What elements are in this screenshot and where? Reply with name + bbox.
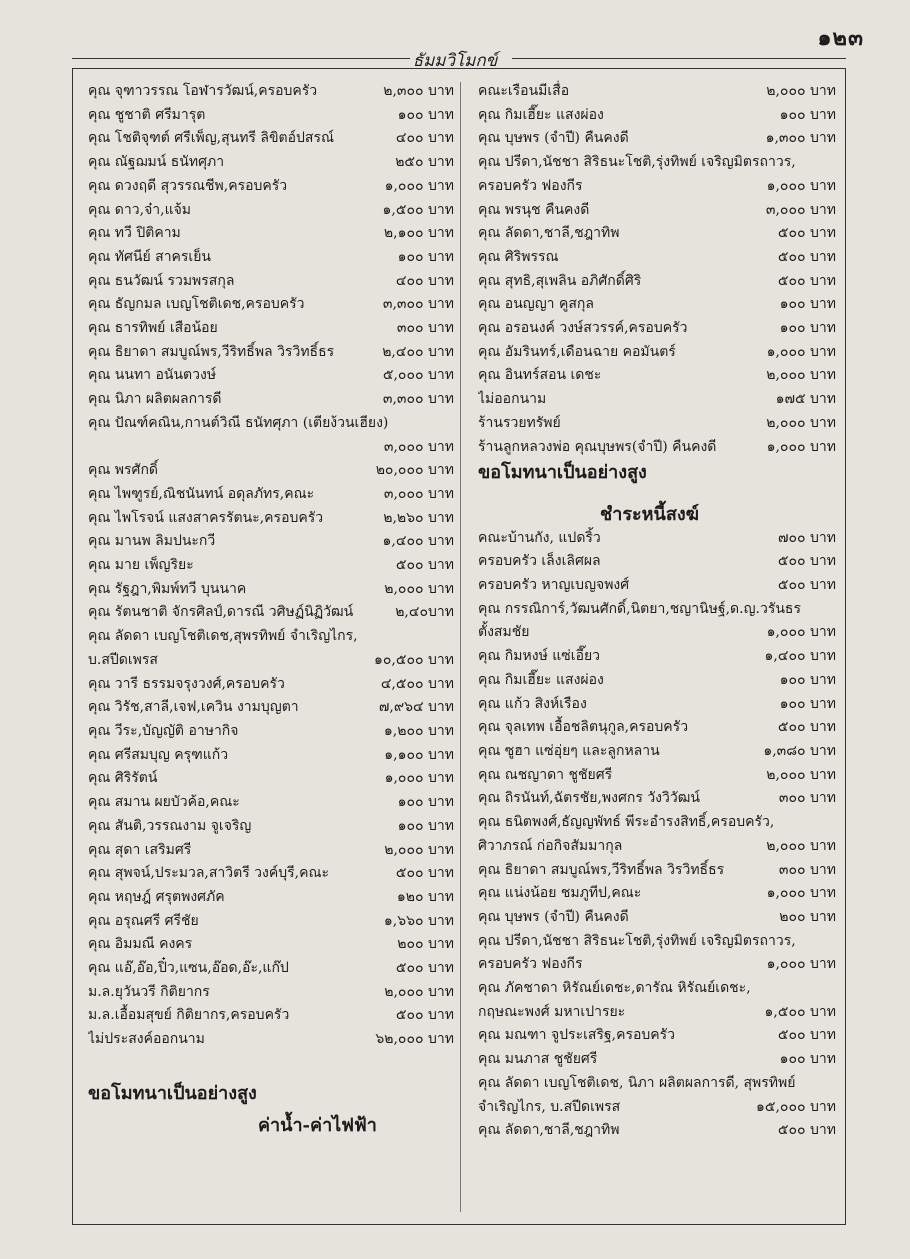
donor-entry [88,933,454,957]
donor-name: คุณ อรอนงค์ วงษ์สวรรค์,ครอบครัว [478,320,688,337]
donor-amount: ๓,๐๐๐ บาท [383,485,454,502]
donor-entry [88,317,454,341]
donor-entry [478,436,836,460]
donor-amount: ๒๐,๐๐๐ บาท [375,462,454,479]
donor-entry [478,787,836,811]
donor-name: คุณ ไพฑูรย์,ณิชนันทน์ อดุลภัทร,คณะ [88,485,315,502]
donor-entry [88,530,454,554]
donor-name: คุณ ณัฐฌมน์ ธนัทศุภา [88,154,225,171]
donor-amount: ๑,๓๘๐ บาท [763,743,836,759]
donor-entry [88,696,454,720]
donor-entry [478,740,836,764]
donor-name: คุณ อัมรินทร์,เดือนฉาย คอมันตร์ [478,343,676,360]
donor-name: คุณ ธิยาดา สมบูณ์พร,วีริทธิ์พล วิรวิทธิ์ธร [88,343,335,360]
donor-amount: ๒๐๐ บาท [779,908,836,925]
donor-name: คุณ มนภาส ชูชัยศรี [478,1051,598,1068]
donor-entry [88,1004,454,1028]
donor-name: ร้านรวยทรัพย์ [478,414,561,431]
donor-name-line: คุณ ลัดดา เบญโชติเดช,สุพรทิพย์ จำเริญไกร, [88,628,358,645]
donor-amount: ๒,๐๐๐ บาท [384,841,454,858]
donor-entry [88,270,454,294]
donor-amount: ๗๐๐ บาท [777,529,836,546]
donor-amount: ๑,๐๐๐ บาท [766,343,836,360]
donor-entry [88,151,454,175]
donor-list [478,80,836,151]
donor-entry [88,80,454,104]
donor-amount: ๖๒,๐๐๐ บาท [375,1031,454,1048]
donor-amount: ๓,๐๐๐ บาท [383,438,454,455]
column-divider [460,82,461,1212]
donor-amount: ๑๗๕ บาท [775,391,836,408]
donor-entry [478,859,836,883]
donor-entry [88,910,454,934]
donor-name: คุณ รัตนชาติ จักรศิลป์,ดารณี วศิษฏ์นิฏิวัฒน์ [88,604,354,621]
donor-amount: ๕๐๐ บาท [777,577,836,594]
donor-name: คุณ กิมหงษ์ แซ่เอี๊ยว [478,648,601,665]
donor-amount: ๑๐๐ บาท [779,695,836,712]
donor-entry [88,222,454,246]
donor-entry [478,222,836,246]
donor-entry [478,574,836,598]
section-heading: ขอโมทนาเป็นอย่างสูง [478,462,647,484]
donor-amount: ๑๐๐ บาท [779,1051,836,1068]
donor-entry [478,550,836,574]
donor-amount: ๒,๐๐๐ บาท [384,580,454,597]
donor-name: ครอบครัว ฟองกีร [478,177,583,194]
donor-name: คุณ สุพจน์,ประมวล,สาวิตรี วงค์บุรี,คณะ [88,865,329,882]
donor-amount: ๕๐๐ บาท [777,1027,836,1044]
donor-name: คุณ แก้ว สิงห์เรือง [478,695,587,712]
donor-amount: ๕๐๐ บาท [777,272,836,289]
donor-name: คุณ มณฑา จูประเสริฐ,ครอบครัว [478,1027,676,1044]
donor-entry [478,1001,836,1025]
donor-entry [88,459,454,483]
donor-name-line: คุณ กรรณิการ์,วัฒนศักดิ์,นิตยา,ชญานิษฐ์,ด.ญ.วรันธร [478,600,801,617]
donor-amount: ๑,๐๐๐ บาท [384,770,454,787]
donor-name: คุณ ดวงฤดี สุวรรณชีพ,ครอบครัว [88,177,288,194]
donor-amount: ๑๐๐ บาท [397,817,454,834]
donor-amount: ๑,๐๐๐ บาท [766,956,836,973]
donor-entry [478,1119,836,1143]
donor-name: คุณ ธิยาดา สมบูณ์พร,วีริทธิ์พล วิรวิทธิ์ธร [478,861,725,878]
right-column [478,80,836,1143]
donor-amount: ๓๐๐ บาท [778,861,836,878]
donor-name: คณะบ้านกัง, แปดริ้ว [478,529,601,546]
donor-name: ม.ล.เอื้อมสุขย์ กิติยากร,ครอบครัว [88,1007,290,1024]
donor-entry [88,364,454,388]
donor-name: คุณ ธนวัฒน์ รวมพรสกุล [88,272,235,289]
donor-entry [478,669,836,693]
donor-amount: ๓๐๐ บาท [396,320,454,337]
donor-name: คุณ ณชญาดา ชูชัยศรี [478,766,613,783]
donor-name: คุณ สุทธิ,สุเพลิน อภิศักดิ์ศิริ [478,272,642,289]
donor-amount: ๓,๐๐๐ บาท [765,201,836,218]
donor-amount: ๑๐๐ บาท [779,106,836,123]
donor-list [478,199,836,460]
page-number: ๑๒๓ [817,25,864,51]
donor-entry [478,80,836,104]
donor-amount: ๕๐๐ บาท [395,1007,454,1024]
donor-name: คุณ วีระ,บัญญัติ อาษากิจ [88,722,239,739]
donor-entry [88,981,454,1005]
donor-amount: ๒,๐๐๐ บาท [766,837,836,854]
donor-entry [478,953,836,977]
section-heading: ขอโมทนาเป็นอย่างสูง [88,1082,257,1104]
donor-amount: ๒,๐๐๐ บาท [766,414,836,431]
donor-name: คุณ อินทร์สอน เดชะ [478,367,602,384]
donor-amount: ๒,๑๐๐ บาท [383,225,454,242]
donor-name: คุณ วารี ธรรมจรุงวงศ์,ครอบครัว [88,675,285,692]
donor-entry [478,293,836,317]
section-subheading: ชำระหนี้สงฆ์ [600,503,699,525]
donor-entry [88,293,454,317]
donor-entry [478,364,836,388]
donor-name: คุณ บุษพร (จำปี) คืนคงดี [478,130,629,147]
donor-amount: ๑,๑๐๐ บาท [384,746,454,763]
donor-entry [478,1024,836,1048]
donor-name: คุณ ธัญกมล เบญโชติเดช,ครอบครัว [88,296,305,313]
donor-amount: ๑,๐๐๐ บาท [766,177,836,194]
donor-amount: ๒,๒๖๐ บาท [383,509,454,526]
donor-name: คุณ จุฑาวรรณ โอฬารวัฒน์,ครอบครัว [88,83,318,99]
donor-amount: ๑,๖๖๐ บาท [383,912,454,929]
donor-name: ไม่ออกนาม [478,391,547,408]
donor-entry [88,791,454,815]
donor-list [88,459,454,625]
donor-amount: ๒,๔๐บาท [395,604,454,621]
donor-list [478,527,836,598]
donor-entry [88,957,454,981]
donor-amount: ๒,๐๐๐ บาท [766,83,836,99]
donor-entry [88,649,454,673]
donor-amount: ๕๐๐ บาท [777,1122,836,1139]
donor-entry [88,507,454,531]
donor-entry [88,199,454,223]
left-column [88,80,454,1137]
donor-entry [88,839,454,863]
donor-amount: ๓,๓๐๐ บาท [382,296,454,313]
donor-entry [88,886,454,910]
donor-name: คุณ อิมมณี คงคร [88,936,193,953]
donor-name: คุณ ศิริพรรณ [478,248,559,265]
donor-entry [478,1048,836,1072]
donor-name: คุณ รัฐฎา,พิมพ์ทวี บุนนาค [88,580,247,597]
donor-amount: ๒๐๐ บาท [397,936,454,953]
donor-amount: ๑๐๐ บาท [397,106,454,123]
header-title: ธัมมวิโมกข์ [412,51,498,71]
donor-amount: ๑๒๐ บาท [396,888,454,905]
donor-name: จำเริญไกร, บ.สปีดเพรส [478,1098,621,1115]
donor-amount: ๒,๐๐๐ บาท [766,367,836,384]
donor-amount: ๑๐๐ บาท [397,248,454,265]
donor-name: คุณ หฤษฎ์ ศรุตพงศภัค [88,888,225,905]
donor-name: คุณ ธารทิพย์ เสือน้อย [88,320,218,337]
donor-entry [478,175,836,199]
donor-entry [88,1028,454,1052]
donor-amount: ๑,๕๐๐ บาท [382,201,454,218]
donor-entry [478,388,836,412]
donor-amount: ๒,๐๐๐ บาท [766,766,836,783]
donor-name: ม.ล.ยุวันวรี กิติยากร [88,983,210,1000]
donor-entry [88,388,454,412]
donor-entry [88,483,454,507]
donor-name: คุณ กิมเฮี๊ยะ แสงผ่อง [478,671,604,688]
donor-amount: ๒๕๐ บาท [395,154,454,171]
donor-amount: ๕๐๐ บาท [395,865,454,882]
donor-entry [478,199,836,223]
donor-amount: ๒,๓๐๐ บาท [383,83,454,99]
donor-name: คุณ ซูฮา แซ่อุ่ยๆ และลูกหลาน [478,743,660,759]
donor-name: คุณ จุลเทพ เอื้อชลิตนุกูล,ครอบครัว [478,719,689,736]
donor-amount: ๑๐๐ บาท [397,794,454,811]
donor-amount: ๑,๔๐๐ บาท [764,648,836,665]
donor-entry [88,601,454,625]
donor-entry [478,645,836,669]
header-rule-right [512,58,846,59]
donor-entry [88,578,454,602]
donor-name: คุณ ศิริรัตน์ [88,770,158,787]
donor-name: คุณ บุษพร (จำปี) คืนคงดี [478,908,629,925]
donor-amount: ๕,๐๐๐ บาท [382,367,454,384]
donor-amount: ๓๐๐ บาท [778,790,836,807]
donor-entry [478,317,836,341]
donor-list [88,673,454,1052]
donor-name: คุณ ลัดดา,ชาลี,ชฎาทิพ [478,1122,620,1139]
donor-amount: ๔๐๐ บาท [395,130,454,147]
donor-name: ไม่ประสงค์ออกนาม [88,1031,205,1048]
donor-name: คุณ พรศักดิ์ [88,462,159,479]
donor-amount: ๑,๐๐๐ บาท [384,177,454,194]
donor-name: คุณ ทวี ปิติคาม [88,225,181,242]
donor-amount: ๔๐๐ บาท [395,272,454,289]
donor-amount: ๑๐,๕๐๐ บาท [374,651,454,668]
donor-amount: ๑,๒๐๐ บาท [383,722,454,739]
donor-name-line: คุณ ภัคชาดา หิรัณย์เดชะ,ดารัณ หิรัณย์เดชะ, [478,980,751,997]
donor-amount: ๒,๔๐๐ บาท [382,343,454,360]
donor-name: บ.สปีดเพรส [88,651,158,668]
donor-amount: ๑๐๐ บาท [779,320,836,337]
donor-entry [88,815,454,839]
donor-name: กฤษณะพงศ์ มหาเปารยะ [478,1003,626,1020]
donor-name: คุณ แอ๊,อ๊อ,ปิ๋ว,แซน,อ๊อด,อ๊ะ,แก๊ป [88,960,289,977]
donor-entry [478,764,836,788]
donor-list [478,1119,836,1143]
donor-entry [478,246,836,270]
donor-name-line: คุณ ธนิตพงศ์,ธัญญพัทธ์ พีระอำรงสิทธิ์,ครอบครัว, [478,814,775,831]
donor-name: คุณ ศรีสมบุญ ครุฑแก้ว [88,746,229,763]
donor-name: คุณ วิรัช,สาลี,เจฟ,เควิน งามบุญตา [88,699,299,716]
donor-entry [88,767,454,791]
donor-name-line: คุณ ลัดดา เบญโชติเดช, นิภา ผลิตผลการดี, สุพรทิพย์ [478,1074,796,1091]
donor-name: คุณ กิมเฮี๊ยะ แสงผ่อง [478,106,604,123]
donor-amount: ๑๐๐ บาท [779,671,836,688]
donor-entry [88,862,454,886]
donor-amount: ๕๐๐ บาท [777,553,836,570]
donor-entry [478,104,836,128]
donor-name: ครอบครัว ฟองกีร [478,956,583,973]
donor-entry [478,270,836,294]
donor-amount: ๕๐๐ บาท [395,557,454,574]
donor-list [88,80,454,412]
donor-amount: ๑,๐๐๐ บาท [766,438,836,455]
donor-amount: ๒,๐๐๐ บาท [384,983,454,1000]
donor-name: ร้านลูกหลวงพ่อ คุณบุษพร(จำปี) คืนคงดี [478,438,717,455]
donor-amount: ๕๐๐ บาท [777,225,836,242]
donor-entry [478,341,836,365]
donor-entry [88,175,454,199]
donor-name: คุณ มาย เพ็ญริยะ [88,557,194,574]
donor-entry [88,554,454,578]
donor-entry [88,341,454,365]
donor-name: ศิวาภรณ์ ก่อกิจสัมมากุล [478,837,623,854]
donor-name: คุณ ลัดดา,ชาลี,ชฎาทิพ [478,225,620,242]
donor-amount: ๑,๕๐๐ บาท [764,1003,836,1020]
donor-amount: ๕๐๐ บาท [395,960,454,977]
donor-entry [88,127,454,151]
donor-name: คุณ อนญญา คูสกุล [478,296,594,313]
donor-entry [478,906,836,930]
donor-name: คุณ โชติจุฑต์ ศรีเพ็ญ,สุนทรี ลิขิตอ์ปสรณ์ [88,130,334,147]
donor-amount: ๕๐๐ บาท [777,248,836,265]
donor-amount: ๔,๕๐๐ บาท [380,675,454,692]
donor-entry [88,673,454,697]
donor-amount: ๑,๔๐๐ บาท [382,533,454,550]
donor-name: คุณ มานพ ลิมปนะกวี [88,533,216,550]
donor-name: คุณ สมาน ผยบัวค้อ,คณะ [88,794,240,811]
donor-name: คุณ ทัศนีย์ สาครเย็น [88,248,211,265]
donor-list [478,859,836,930]
donor-amount: ๑,๐๐๐ บาท [766,624,836,641]
donor-list [478,645,836,811]
donor-name: คุณ อรุณศรี ศรีชัย [88,912,199,929]
donor-name: คณะเรือนมีเสื่อ [478,83,570,99]
donor-entry [478,716,836,740]
donor-entry [88,104,454,128]
donor-name: ครอบครัว เล็งเลิศผล [478,553,601,570]
donor-name: คุณ ดาว,จ๋า,แจ้ม [88,201,192,218]
donor-entry [88,720,454,744]
donor-amount: ๑,๓๐๐ บาท [765,130,836,147]
donor-name: คุณ ไพโรจน์ แสงสาครรัตนะ,ครอบครัว [88,509,324,526]
donor-entry [478,1096,836,1120]
donor-amount: ๓,๓๐๐ บาท [382,391,454,408]
donor-name: คุณ นิภา ผลิตผลการดี [88,391,222,408]
donor-name: คุณ ชูชาติ ศรีมารุต [88,106,206,123]
donor-name: คุณ นนทา อนันตวงษ์ [88,367,217,384]
donor-name-line: คุณ ปัณฑ์คณิน,กานต์วิณี ธนัทศุภา (เตียง้วนเฮียง) [88,414,389,431]
donor-list [478,1024,836,1071]
donor-amount: ๑๕,๐๐๐ บาท [756,1098,836,1115]
donor-amount: ๑๐๐ บาท [779,296,836,313]
donor-entry [478,693,836,717]
donor-name-line: คุณ ปรีดา,นัชชา สิริธนะโชติ,รุ่งทิพย์ เจริญมิตรถาวร, [478,154,796,171]
donor-name: คุณ แน่งน้อย ชมภูทีป,คณะ [478,885,642,902]
donor-entry [478,527,836,551]
donor-name: คุณ สุดา เสริมศรี [88,841,192,858]
donor-amount: ๑,๐๐๐ บาท [766,885,836,902]
donor-name-line: ตั้งสมชัย [478,624,530,641]
donor-entry [478,835,836,859]
donor-entry [88,246,454,270]
donor-entry [478,412,836,436]
donor-name: คุณ สันติ,วรรณงาม จูเจริญ [88,817,252,834]
donor-name: ครอบครัว หาญเบญจพงศ์ [478,577,630,594]
donor-amount: ๗,๙๖๔ บาท [378,699,454,716]
donor-entry [88,744,454,768]
donor-name: คุณ ถิรนันท์,ฉัตรชัย,พงศกร วังวิวัฒน์ [478,790,700,807]
donor-entry [478,127,836,151]
section-subheading: ค่าน้ำ-ค่าไฟฟ้า [258,1114,377,1136]
donor-name: คุณ พรนุช คืนคงดี [478,201,590,218]
donor-entry [478,882,836,906]
donor-amount: ๕๐๐ บาท [777,719,836,736]
donor-name-line: คุณ ปรีดา,นัชชา สิริธนะโชติ,รุ่งทิพย์ เจริญมิตรถาวร, [478,932,796,949]
